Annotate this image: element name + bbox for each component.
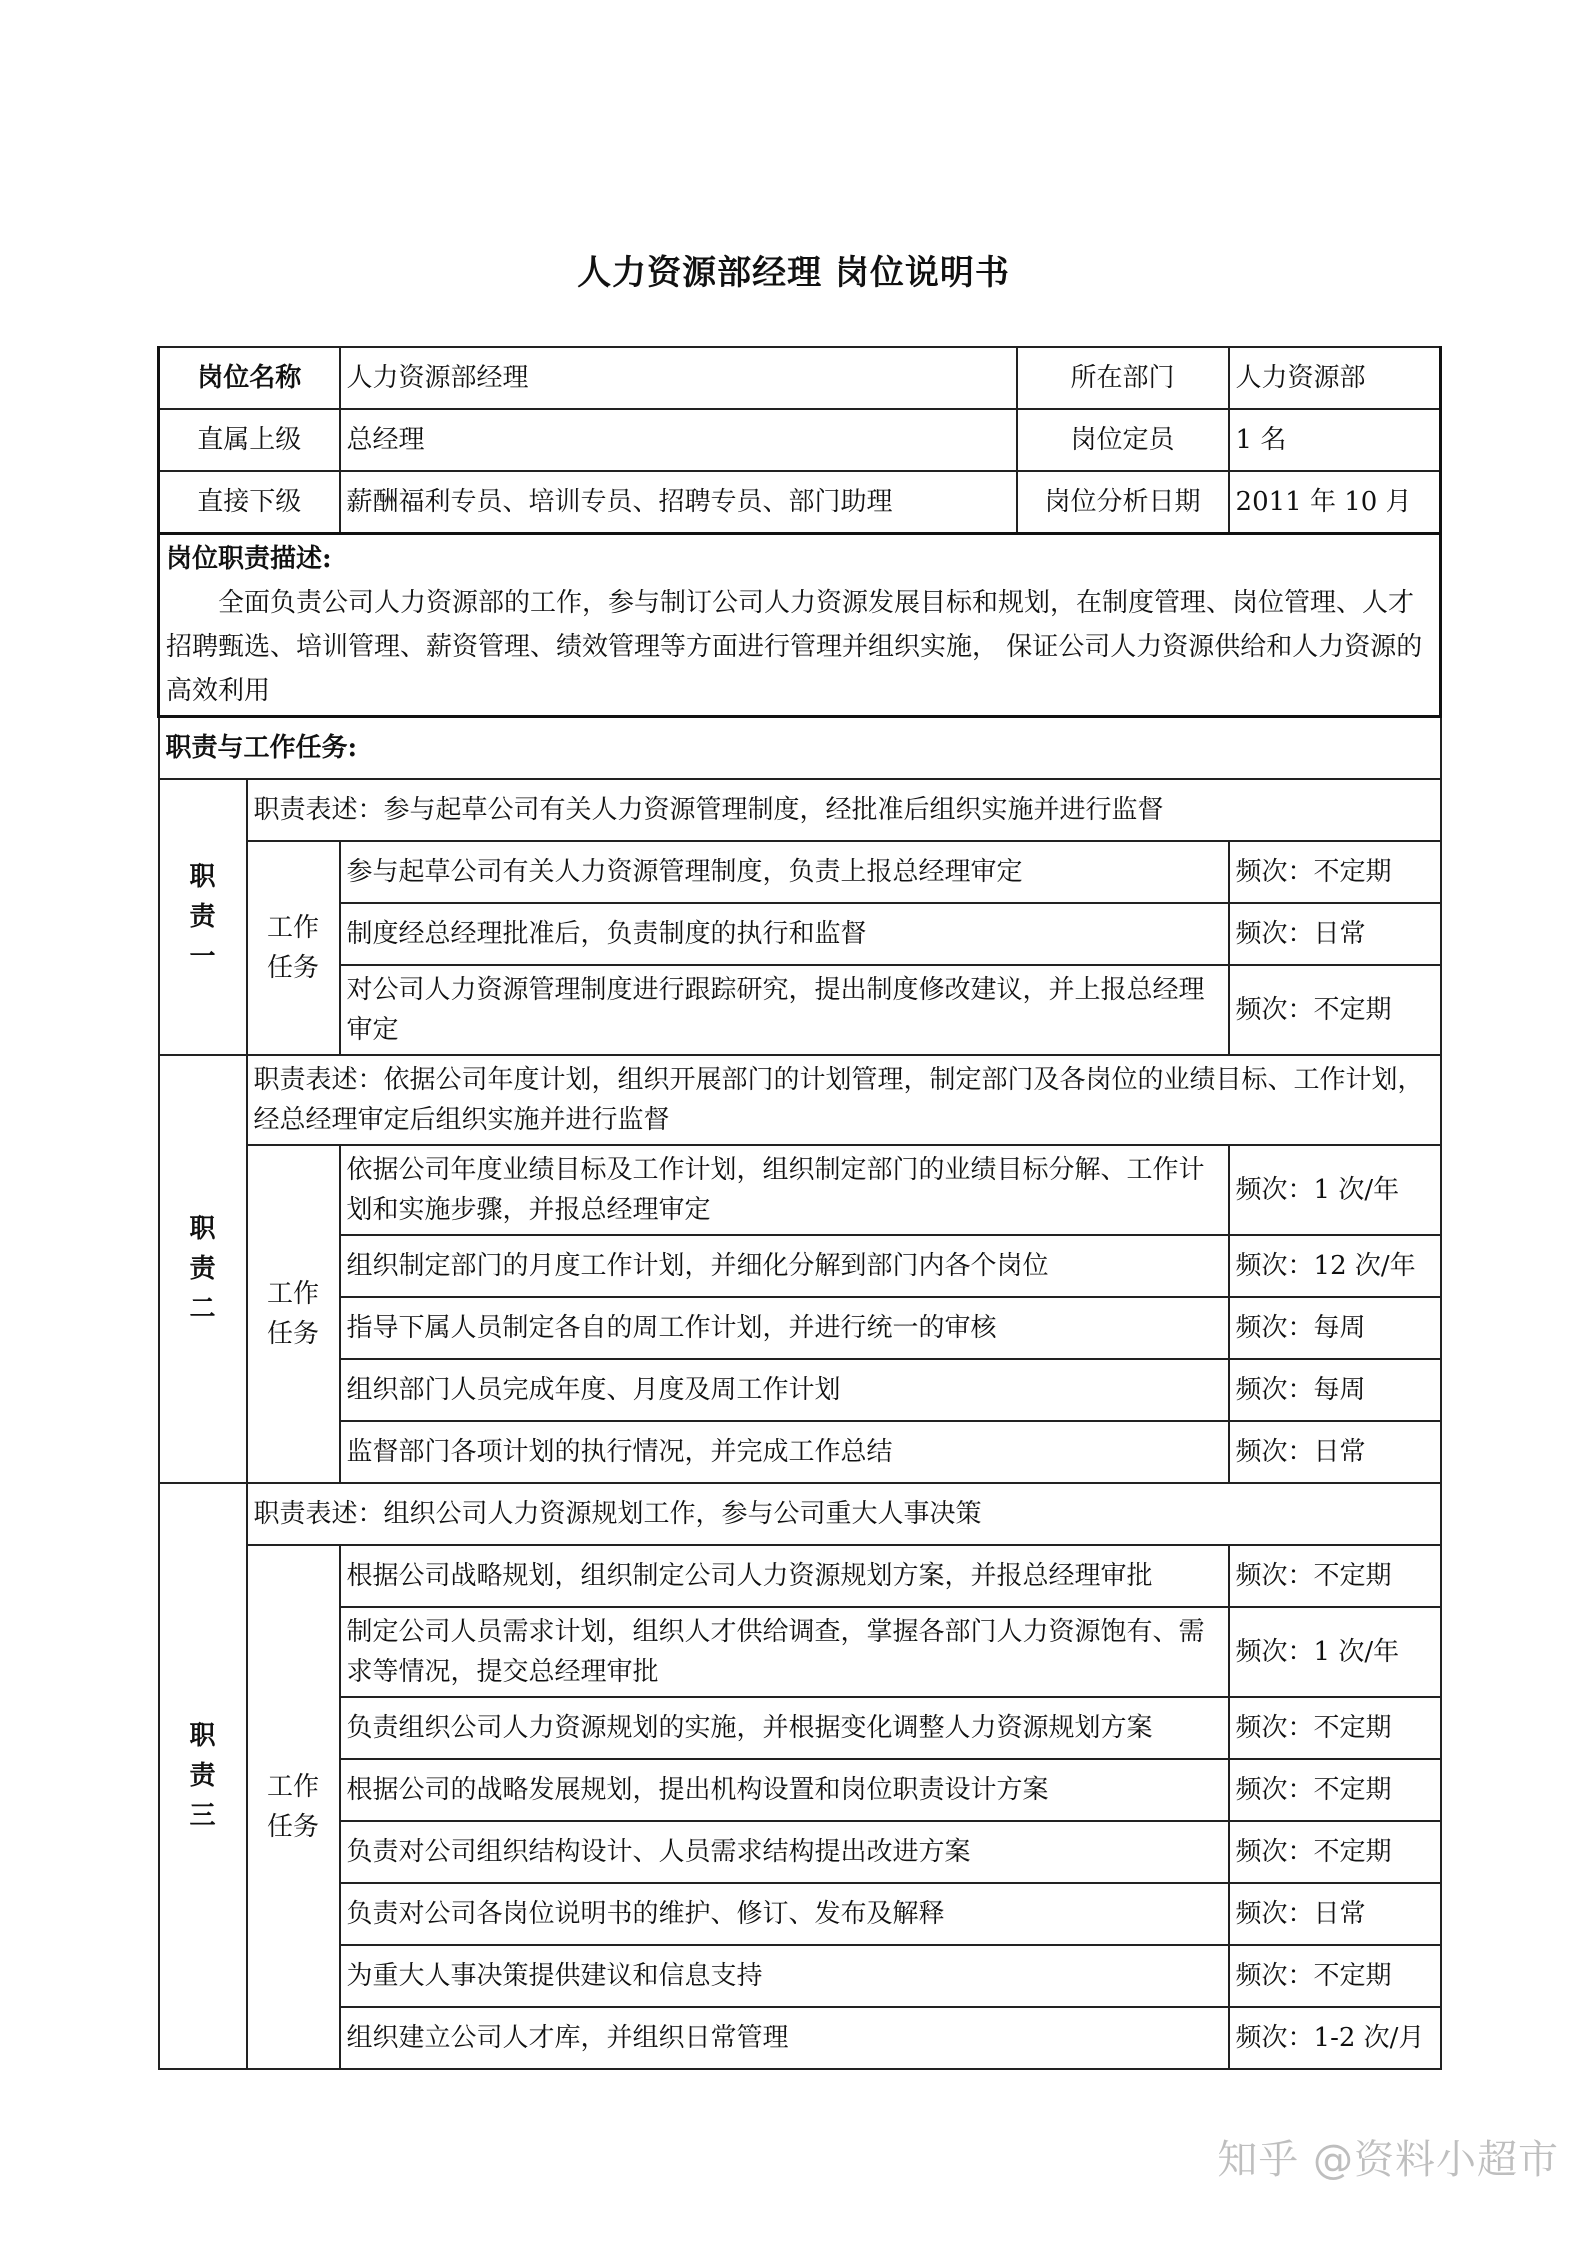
duty-3-label-char: 三 — [189, 1801, 216, 1831]
duty-1-task-row — [159, 965, 1441, 1055]
task-frequency: 频次：不定期 — [1229, 1945, 1441, 2007]
task-text: 指导下属人员制定各自的周工作计划，并进行统一的审核 — [340, 1297, 1229, 1359]
duty-2-task-row — [159, 1145, 1441, 1235]
duty-3-label — [159, 1483, 247, 2069]
task-frequency: 频次：日常 — [1229, 903, 1441, 965]
document-title: 人力资源部经理 岗位说明书 — [577, 253, 1010, 293]
task-text: 组织部门人员完成年度、月度及周工作计划 — [340, 1359, 1229, 1421]
duty-1-label — [159, 779, 247, 1055]
duty-2-label-char: 责 — [189, 1254, 216, 1284]
task-label-line: 任务 — [267, 1319, 320, 1349]
task-frequency: 频次：不定期 — [1229, 965, 1441, 1055]
duty-3-task-row — [159, 1821, 1441, 1883]
task-label-line: 工作 — [267, 913, 320, 943]
duty-2-task-label — [247, 1145, 340, 1483]
duty-3-task-label — [247, 1545, 340, 2069]
job-description-table — [157, 346, 1442, 2070]
duty-1-label-char: 一 — [189, 942, 216, 972]
department-value: 人力资源部 — [1229, 347, 1441, 409]
summary-row — [159, 534, 1441, 717]
duties-heading-row — [159, 717, 1441, 780]
header-row-2 — [159, 409, 1441, 471]
task-text: 根据公司的战略发展规划，提出机构设置和岗位职责设计方案 — [340, 1759, 1229, 1821]
summary-heading: 岗位职责描述: — [166, 544, 332, 574]
task-frequency: 频次：每周 — [1229, 1359, 1441, 1421]
task-text: 负责对公司各岗位说明书的维护、修订、发布及解释 — [340, 1883, 1229, 1945]
duty-2-statement-row — [159, 1055, 1441, 1145]
department-label: 所在部门 — [1017, 347, 1229, 409]
subordinates-label: 直接下级 — [159, 471, 340, 534]
duty-2-statement: 职责表述：依据公司年度计划，组织开展部门的计划管理，制定部门及各岗位的业绩目标、工作计划，经总经理审定后组织实施并进行监督 — [247, 1055, 1441, 1145]
task-frequency: 频次：1 次/年 — [1229, 1145, 1441, 1235]
duty-1-label-char: 责 — [189, 902, 216, 932]
task-text: 负责对公司组织结构设计、人员需求结构提出改进方案 — [340, 1821, 1229, 1883]
task-text: 根据公司战略规划，组织制定公司人力资源规划方案，并报总经理审批 — [340, 1545, 1229, 1607]
duty-2-task-row — [159, 1297, 1441, 1359]
headcount-label: 岗位定员 — [1017, 409, 1229, 471]
task-frequency: 频次：不定期 — [1229, 841, 1441, 903]
supervisor-value: 总经理 — [340, 409, 1017, 471]
summary-text: 全面负责公司人力资源部的工作，参与制订公司人力资源发展目标和规划，在制度管理、岗位管理、人才招聘甄选、培训管理、薪资管理、绩效管理等方面进行管理并组织实施， 保证公司人力资源供给和人力资源的高效利用 — [166, 588, 1423, 706]
task-frequency: 频次：1-2 次/月 — [1229, 2007, 1441, 2069]
summary-cell — [159, 534, 1441, 717]
task-frequency: 频次：日常 — [1229, 1421, 1441, 1483]
duty-2-label — [159, 1055, 247, 1483]
task-text: 参与起草公司有关人力资源管理制度，负责上报总经理审定 — [340, 841, 1229, 903]
task-frequency: 频次：不定期 — [1229, 1821, 1441, 1883]
duty-3-task-row — [159, 1945, 1441, 2007]
header-row-3 — [159, 471, 1441, 534]
task-frequency: 频次：1 次/年 — [1229, 1607, 1441, 1697]
task-text: 为重大人事决策提供建议和信息支持 — [340, 1945, 1229, 2007]
duty-3-label-char: 责 — [189, 1761, 216, 1791]
duty-3-task-row — [159, 1759, 1441, 1821]
task-text: 制定公司人员需求计划，组织人才供给调查，掌握各部门人力资源饱有、需求等情况，提交总经理审批 — [340, 1607, 1229, 1697]
duty-1-task-label — [247, 841, 340, 1055]
task-text: 负责组织公司人力资源规划的实施，并根据变化调整人力资源规划方案 — [340, 1697, 1229, 1759]
duty-1-label-char: 职 — [189, 862, 216, 892]
position-name-value: 人力资源部经理 — [340, 347, 1017, 409]
duty-1-statement: 职责表述：参与起草公司有关人力资源管理制度，经批准后组织实施并进行监督 — [247, 779, 1441, 841]
task-label-line: 工作 — [267, 1772, 320, 1802]
headcount-value: 1 名 — [1229, 409, 1441, 471]
analysis-date-label: 岗位分析日期 — [1017, 471, 1229, 534]
duty-2-task-row — [159, 1359, 1441, 1421]
task-label-line: 任务 — [267, 1812, 320, 1842]
task-frequency: 频次：日常 — [1229, 1883, 1441, 1945]
task-label-line: 任务 — [267, 953, 320, 983]
task-text: 制度经总经理批准后，负责制度的执行和监督 — [340, 903, 1229, 965]
duty-1-statement-row — [159, 779, 1441, 841]
task-frequency: 频次：不定期 — [1229, 1759, 1441, 1821]
duty-3-statement: 职责表述：组织公司人力资源规划工作，参与公司重大人事决策 — [247, 1483, 1441, 1545]
duty-3-statement-row — [159, 1483, 1441, 1545]
task-text: 监督部门各项计划的执行情况，并完成工作总结 — [340, 1421, 1229, 1483]
task-label-line: 工作 — [267, 1279, 320, 1309]
duty-3-task-row — [159, 2007, 1441, 2069]
duty-3-task-row — [159, 1697, 1441, 1759]
duties-heading: 职责与工作任务: — [159, 717, 1441, 780]
supervisor-label: 直属上级 — [159, 409, 340, 471]
analysis-date-value: 2011 年 10 月 — [1229, 471, 1441, 534]
task-text: 依据公司年度业绩目标及工作计划，组织制定部门的业绩目标分解、工作计划和实施步骤，并报总经理审定 — [340, 1145, 1229, 1235]
duty-3-task-row — [159, 1883, 1441, 1945]
subordinates-value: 薪酬福利专员、培训专员、招聘专员、部门助理 — [340, 471, 1017, 534]
duty-3-task-row — [159, 1545, 1441, 1607]
task-text: 组织制定部门的月度工作计划，并细化分解到部门内各个岗位 — [340, 1235, 1229, 1297]
watermark: 知乎 @资料小超市 — [1217, 2137, 1559, 2183]
task-frequency: 频次：每周 — [1229, 1297, 1441, 1359]
duty-1-task-row — [159, 903, 1441, 965]
task-text: 组织建立公司人才库，并组织日常管理 — [340, 2007, 1229, 2069]
task-text: 对公司人力资源管理制度进行跟踪研究，提出制度修改建议，并上报总经理审定 — [340, 965, 1229, 1055]
duty-3-task-row — [159, 1607, 1441, 1697]
duty-2-task-row — [159, 1235, 1441, 1297]
duty-1-task-row — [159, 841, 1441, 903]
task-frequency: 频次：12 次/年 — [1229, 1235, 1441, 1297]
duty-2-task-row — [159, 1421, 1441, 1483]
duty-3-label-char: 职 — [189, 1721, 216, 1751]
duty-2-label-char: 职 — [189, 1214, 216, 1244]
task-frequency: 频次：不定期 — [1229, 1545, 1441, 1607]
task-frequency: 频次：不定期 — [1229, 1697, 1441, 1759]
header-row-1 — [159, 347, 1441, 409]
position-name-label: 岗位名称 — [159, 347, 340, 409]
duty-2-label-char: 二 — [189, 1294, 216, 1324]
